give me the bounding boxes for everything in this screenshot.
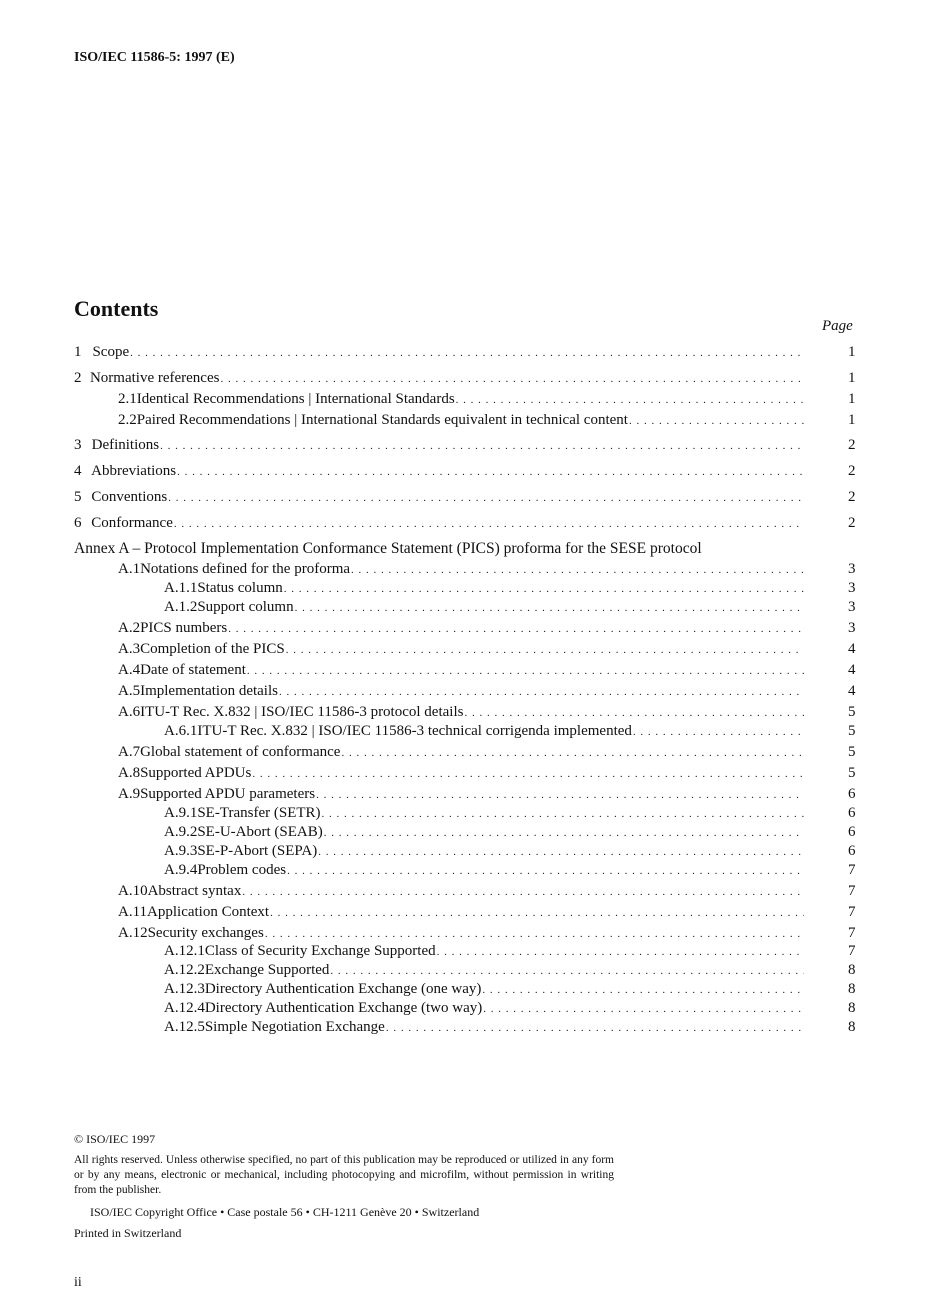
toc-entry[interactable] xyxy=(74,370,804,390)
toc-entry[interactable] xyxy=(118,904,804,924)
toc-entry[interactable] xyxy=(164,962,804,982)
toc-entry[interactable] xyxy=(164,805,804,825)
toc-entry-page: 7 xyxy=(848,904,856,920)
leader-dots xyxy=(483,1003,804,1015)
toc-entry-page: 1 xyxy=(848,391,856,407)
toc-entry-number: A.9.1 xyxy=(164,805,198,821)
toc-entry-page: 1 xyxy=(848,370,856,386)
leader-dots xyxy=(341,747,804,759)
rights-statement: All rights reserved. Unless otherwise specified, no part of this publication may be reproduced or utilized in any form or by any means, electronic or mechanical, including photocopying and microfilm, without permission in writing from the publisher. xyxy=(74,1154,614,1196)
toc-entry-title: Security exchanges xyxy=(147,925,264,941)
toc-entry-title: Scope xyxy=(92,344,130,360)
toc-entry-page: 2 xyxy=(848,489,856,505)
toc-entry[interactable] xyxy=(74,515,804,535)
leader-dots xyxy=(629,415,804,427)
toc-entry[interactable] xyxy=(164,943,804,963)
toc-entry-page: 3 xyxy=(848,561,856,577)
toc-entry[interactable] xyxy=(164,599,804,619)
toc-entry-title: Exchange Supported xyxy=(204,962,330,978)
toc-entry-page: 8 xyxy=(848,1019,856,1035)
leader-dots xyxy=(482,984,804,996)
toc-entry-number: A.9.2 xyxy=(164,824,198,840)
toc-entry-number: A.8 xyxy=(118,765,141,781)
toc-entry-number: A.1.2 xyxy=(164,599,198,615)
toc-entry-page: 8 xyxy=(848,1000,856,1016)
toc-entry-number: A.12.4 xyxy=(164,1000,205,1016)
toc-entry-number: A.1 xyxy=(118,561,141,577)
toc-entry-number: 5 xyxy=(74,489,82,505)
toc-entry-title: Completion of the PICS xyxy=(140,641,285,657)
toc-entry-page: 6 xyxy=(848,824,856,840)
toc-entry[interactable] xyxy=(164,1019,804,1039)
toc-entry-title: Supported APDUs xyxy=(140,765,252,781)
toc-entry[interactable] xyxy=(118,662,804,682)
toc-entry[interactable] xyxy=(118,641,804,661)
leader-dots xyxy=(242,886,804,898)
toc-entry[interactable] xyxy=(118,683,804,703)
toc-entry-page: 1 xyxy=(848,344,856,360)
copyright-notice: © ISO/IEC 1997 xyxy=(74,1132,156,1146)
toc-entry-number: A.4 xyxy=(118,662,141,678)
toc-entry-number: A.6.1 xyxy=(164,723,198,739)
toc-entry-number: 4 xyxy=(74,463,82,479)
toc-entry[interactable] xyxy=(164,1000,804,1020)
toc-entry[interactable] xyxy=(118,925,804,945)
toc-entry-number: A.12.5 xyxy=(164,1019,205,1035)
toc-entry-title: PICS numbers xyxy=(140,620,228,636)
toc-entry-number: A.9.3 xyxy=(164,843,198,859)
leader-dots xyxy=(464,707,804,719)
toc-entry-title: SE-Transfer (SETR) xyxy=(197,805,321,821)
leader-dots xyxy=(177,466,804,478)
toc-entry[interactable] xyxy=(74,489,804,509)
toc-entry-page: 5 xyxy=(848,744,856,760)
toc-entry-title: Definitions xyxy=(91,437,160,453)
leader-dots xyxy=(324,827,804,839)
toc-entry-number: A.10 xyxy=(118,883,148,899)
toc-entry-page: 6 xyxy=(848,805,856,821)
toc-entry-number: 3 xyxy=(74,437,82,453)
toc-entry-page: 5 xyxy=(848,765,856,781)
toc-entry[interactable] xyxy=(118,620,804,640)
leader-dots xyxy=(160,440,804,452)
toc-entry-title: Global statement of conformance xyxy=(140,744,341,760)
toc-entry[interactable] xyxy=(164,723,804,743)
toc-entry-page: 3 xyxy=(848,599,856,615)
leader-dots xyxy=(287,865,804,877)
toc-entry[interactable] xyxy=(118,561,804,581)
toc-entry-page: 8 xyxy=(848,962,856,978)
leader-dots xyxy=(168,492,804,504)
leader-dots xyxy=(130,347,804,359)
leader-dots xyxy=(220,373,804,385)
toc-entry[interactable] xyxy=(118,765,804,785)
toc-entry[interactable] xyxy=(118,704,804,724)
toc-entry-title: Support column xyxy=(197,599,294,615)
page-number: ii xyxy=(74,1275,82,1290)
toc-entry-number: A.2 xyxy=(118,620,141,636)
toc-entry-title: Date of statement xyxy=(140,662,246,678)
toc-entry[interactable] xyxy=(118,883,804,903)
toc-entry-page: 8 xyxy=(848,981,856,997)
toc-entry-number: 1 xyxy=(74,344,82,360)
toc-entry-title: SE-U-Abort (SEAB) xyxy=(197,824,323,840)
leader-dots xyxy=(322,808,804,820)
toc-entry-page: 2 xyxy=(848,463,856,479)
toc-entry-page: 6 xyxy=(848,786,856,802)
toc-entry-title: Normative references xyxy=(89,370,220,386)
leader-dots xyxy=(295,602,804,614)
leader-dots xyxy=(174,518,804,530)
toc-entry-title: Implementation details xyxy=(140,683,278,699)
toc-entry-title: Conformance xyxy=(91,515,173,531)
toc-entry-title: ITU-T Rec. X.832 | ISO/IEC 11586-3 technical corrigenda implemented xyxy=(197,723,632,739)
toc-entry[interactable] xyxy=(164,824,804,844)
leader-dots xyxy=(456,394,804,406)
leader-dots xyxy=(270,907,804,919)
toc-entry-page: 2 xyxy=(848,437,856,453)
toc-entry-page: 4 xyxy=(848,683,856,699)
leader-dots xyxy=(247,665,804,677)
toc-entry[interactable] xyxy=(118,786,804,806)
leader-dots xyxy=(386,1022,804,1034)
toc-entry-title: Problem codes xyxy=(197,862,287,878)
leader-dots xyxy=(265,928,804,940)
toc-entry-page: 7 xyxy=(848,862,856,878)
toc-entry-title: Simple Negotiation Exchange xyxy=(204,1019,385,1035)
toc-entry-title: Supported APDU parameters xyxy=(140,786,316,802)
toc-entry-page: 4 xyxy=(848,641,856,657)
printed-in: Printed in Switzerland xyxy=(74,1226,182,1240)
leader-dots xyxy=(437,946,804,958)
toc-entry[interactable] xyxy=(164,862,804,882)
toc-entry-title: SE-P-Abort (SEPA) xyxy=(197,843,318,859)
leader-dots xyxy=(252,768,804,780)
toc-entry[interactable] xyxy=(118,412,804,432)
toc-entry-number: A.7 xyxy=(118,744,141,760)
leader-dots xyxy=(316,789,804,801)
toc-entry-number: A.9 xyxy=(118,786,141,802)
toc-entry-number: A.9.4 xyxy=(164,862,198,878)
toc-entry-number: 2 xyxy=(74,370,82,386)
toc-entry-number: A.12.1 xyxy=(164,943,205,959)
toc-entry-title: Class of Security Exchange Supported xyxy=(204,943,436,959)
leader-dots xyxy=(351,564,804,576)
toc-entry-page: 3 xyxy=(848,620,856,636)
toc-entry-title: Directory Authentication Exchange (two way) xyxy=(204,1000,483,1016)
toc-entry-page: 1 xyxy=(848,412,856,428)
leader-dots xyxy=(228,623,804,635)
toc-entry[interactable] xyxy=(74,437,804,457)
toc-entry-title: Paired Recommendations | International Standards equivalent in technical content xyxy=(136,412,628,428)
toc-entry[interactable] xyxy=(74,463,804,483)
toc-entry[interactable] xyxy=(164,843,804,863)
toc-entry-page: 4 xyxy=(848,662,856,678)
toc-entry[interactable] xyxy=(118,744,804,764)
toc-entry-number: A.11 xyxy=(118,904,148,920)
toc-entry-page: 7 xyxy=(848,883,856,899)
toc-entry-number: A.12.3 xyxy=(164,981,205,997)
toc-entry-title: Notations defined for the proforma xyxy=(140,561,351,577)
toc-entry-number: A.12.2 xyxy=(164,962,205,978)
leader-dots xyxy=(318,846,804,858)
toc-entry-title: Conventions xyxy=(91,489,168,505)
toc-entry-page: 5 xyxy=(848,704,856,720)
toc-entry-number: A.12 xyxy=(118,925,148,941)
leader-dots xyxy=(284,583,804,595)
toc-entry-page: 7 xyxy=(848,943,856,959)
toc-entry-title: Abbreviations xyxy=(91,463,177,479)
page-column-label: Page xyxy=(822,318,853,334)
toc-entry-title: Abstract syntax xyxy=(147,883,242,899)
toc-entry-number: A.5 xyxy=(118,683,141,699)
toc-entry-title: ITU-T Rec. X.832 | ISO/IEC 11586-3 protocol details xyxy=(140,704,464,720)
toc-entry-page: 3 xyxy=(848,580,856,596)
toc-entry-number: A.3 xyxy=(118,641,141,657)
toc-entry[interactable] xyxy=(118,391,804,411)
toc-entry-page: 7 xyxy=(848,925,856,941)
toc-entry[interactable] xyxy=(74,344,804,364)
toc-entry-number: 2.1 xyxy=(118,391,137,407)
toc-entry-page: 2 xyxy=(848,515,856,531)
leader-dots xyxy=(633,726,804,738)
toc-entry[interactable] xyxy=(164,580,804,600)
toc-entry-number: 2.2 xyxy=(118,412,137,428)
toc-entry-title: Directory Authentication Exchange (one way) xyxy=(204,981,482,997)
annex-a-title[interactable]: Annex A – Protocol Implementation Conformance Statement (PICS) proforma for the SESE protocol xyxy=(74,540,702,557)
toc-entry-title: Application Context xyxy=(147,904,270,920)
toc-entry-number: 6 xyxy=(74,515,82,531)
copyright-office-address: ISO/IEC Copyright Office • Case postale 56 • CH-1211 Genève 20 • Switzerland xyxy=(90,1205,480,1219)
leader-dots xyxy=(330,965,804,977)
leader-dots xyxy=(279,686,804,698)
document-header: ISO/IEC 11586-5: 1997 (E) xyxy=(74,50,235,65)
contents-title: Contents xyxy=(74,296,159,321)
toc-entry-title: Status column xyxy=(197,580,283,596)
toc-entry-page: 6 xyxy=(848,843,856,859)
toc-entry-page: 5 xyxy=(848,723,856,739)
leader-dots xyxy=(286,644,804,656)
toc-entry-number: A.1.1 xyxy=(164,580,198,596)
toc-entry-number: A.6 xyxy=(118,704,141,720)
toc-entry-title: Identical Recommendations | International Standards xyxy=(136,391,455,407)
toc-entry[interactable] xyxy=(164,981,804,1001)
